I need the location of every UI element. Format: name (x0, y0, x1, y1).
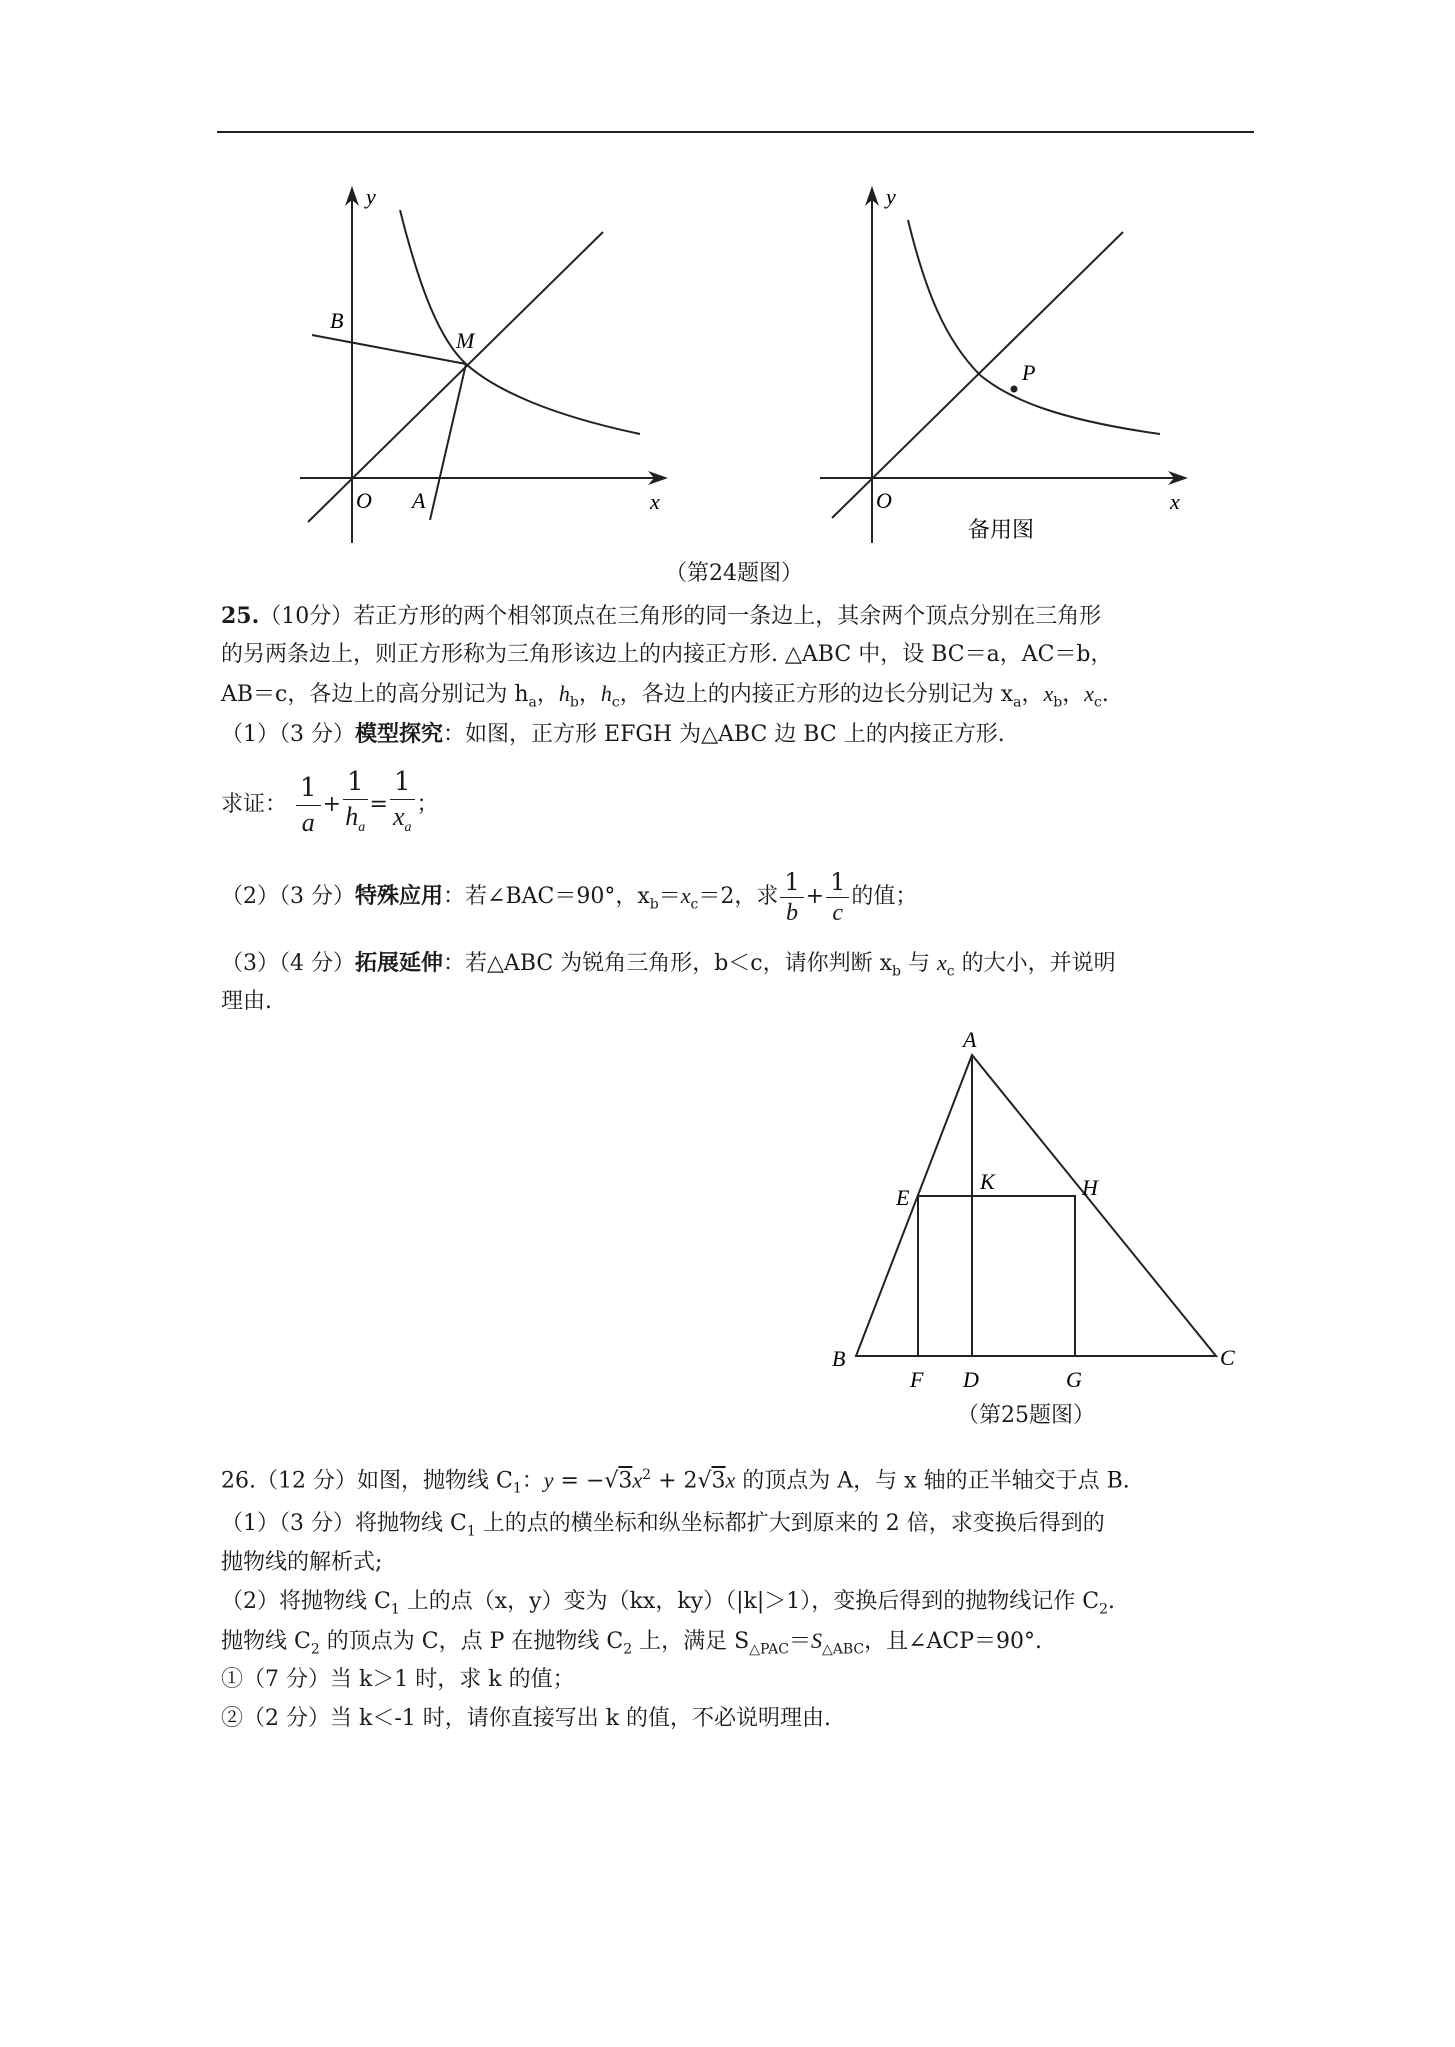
q25-p1-bold: 模型探究 (355, 721, 444, 747)
q25-part3: （3）（4 分）拓展延伸：若△ABC 为锐角三角形，b＜c，请你判断 $x_b$ 与 $x_c$ 的大小，并说明 (221, 950, 1116, 980)
q25-p1-text: ：如图，正方形 EFGH 为△ABC 边 BC 上的内接正方形. (443, 722, 1005, 747)
q25-p1-head: （1）（3 分） (221, 722, 355, 747)
q25-line1 (221, 601, 1101, 632)
q25-p3-bold: 拓展延伸 (355, 950, 444, 976)
fig25-caption: （第25题图） (957, 1403, 1095, 1428)
header-rule (217, 131, 1254, 133)
frac-1-over-c: $\frac{1}{c}$ (826, 867, 849, 928)
fig25-f: F (910, 1367, 924, 1392)
fig25-b: B (832, 1346, 846, 1371)
fig24-left-m: M (456, 328, 475, 353)
q25-p3-l2: 理由. (221, 989, 272, 1014)
q26-s2: ②（2 分）当 k＜-1 时，请你直接写出 k 的值，不必说明理由. (221, 1706, 832, 1731)
q26-p2: （2）将抛物线 C (221, 1589, 391, 1614)
q25-prove-line: 求证： $\frac{1}{a}$ + $\frac{1}{h_a}$ = $\frac{1}{x_a}$ ； (221, 765, 439, 845)
fig24-left-a: A (412, 488, 426, 513)
q25-line3: AB＝c，各边上的高分别记为 $h_a$，$h_b$，$h_c$，各边上的内接正方形的边长分别记为 $x_a$，$x_b$，$x_c$. (221, 681, 1109, 711)
fig24-right-y: y (886, 184, 896, 209)
q26-p2b: 上的点（x，y）变为（kx，ky）（|k|＞1），变换后得到的抛物线记作 C (406, 1589, 1100, 1614)
q26-part1: （1）（3 分）将抛物线 $C_1$ 上的点的横坐标和纵坐标都扩大到原来的 2 倍，求变换后得到的 (221, 1511, 1105, 1540)
fig24-left-o: O (356, 488, 372, 513)
fig25-e: E (896, 1185, 910, 1210)
q25-p2-head: （2）（3 分） (221, 884, 355, 909)
q25-p3-tail: 的大小，并说明 (961, 951, 1116, 976)
q25-p3-head: （3）（4 分） (221, 951, 355, 976)
fig24-left-y: y (366, 184, 376, 209)
q26-number: 26. (221, 1468, 256, 1494)
q26-p1-l2: 抛物线的解析式; (221, 1550, 383, 1575)
q26-p1: （1）（3 分）将抛物线 C (221, 1511, 467, 1536)
fig25-h: H (1082, 1175, 1098, 1200)
frac-1-over-ha: $\frac{1}{h_a}$ (343, 765, 368, 845)
fig25-k: K (980, 1169, 995, 1194)
q25-part1 (221, 719, 1005, 750)
q26-line1: 26.（12 分）如图，抛物线 $C_1$：$y = -√3x^2 + 2√3x$ 的顶点为 A，与 x 轴的正半轴交于点 B. (221, 1467, 1130, 1497)
fig25 (820, 1025, 1260, 1405)
q25-intro-l3: AB＝c，各边上的高分别记为 h (221, 682, 529, 707)
parabola-equation: y (543, 1467, 554, 1493)
q26-p1b: 上的点的横坐标和纵坐标都扩大到原来的 2 倍，求变换后得到的 (482, 1511, 1105, 1536)
q25-intro-l3b: ，各边上的内接正方形的边长分别记为 x (619, 682, 1014, 707)
q25-prove: 求证： (221, 792, 288, 818)
q26-p2-l2b: 的顶点为 C，点 P 在抛物线 C (326, 1629, 624, 1654)
q25-p2-bold: 特殊应用 (355, 883, 444, 909)
q26-vertex-text: 的顶点为 A，与 x 轴的正半轴交于点 B. (742, 1468, 1130, 1494)
q26-intro: 如图，抛物线 C (357, 1468, 513, 1494)
point-p-dot (1011, 386, 1018, 393)
q26-p2-l2a: 抛物线 C (221, 1629, 311, 1654)
q26-p2-l2c: 上，满足 S (639, 1629, 750, 1654)
q25-p3-text: ：若△ABC 为锐角三角形，b＜c，请你判断 x (443, 951, 893, 976)
fig24-right (810, 180, 1210, 550)
q25-number: 25. (221, 603, 260, 629)
q25-part2: （2）（3 分）特殊应用：若∠BAC＝90°，$x_b=x_c=2$，求 $\frac{1}{b}$ + $\frac{1}{c}$ 的值； (221, 867, 918, 926)
frac-1-over-a: $\frac{1}{a}$ (296, 771, 321, 840)
q25-intro-l1: 若正方形的两个相邻顶点在三角形的同一条边上，其余两个顶点分别在三角形 (353, 604, 1102, 629)
frac-1-over-xa: $\frac{1}{x_a}$ (390, 765, 415, 845)
q26-p2-l2d: ，且∠ACP＝90°. (864, 1629, 1043, 1654)
fig24-left-x: x (650, 489, 660, 514)
q26-s1: ①（7 分）当 k＞1 时，求 k 的值； (221, 1667, 575, 1692)
q25-intro-l2: 的另两条边上，则正方形称为三角形该边上的内接正方形. △ABC 中，设 BC＝a，AC＝b， (221, 642, 1113, 667)
q26-part2-l2: 抛物线 $C_2$ 的顶点为 C，点 P 在抛物线 $C_2$ 上，满足 $S_{\triangle PAC}=S_{\triangle ABC}$，且∠ACP＝90°. (221, 1628, 1043, 1658)
q26-score: （12 分） (256, 1468, 357, 1494)
q25-score: （10分） (259, 604, 354, 629)
fig24-caption: （第24题图） (665, 561, 803, 586)
q25-p2-tail: 的值； (851, 884, 918, 909)
fig24-right-x: x (1170, 489, 1180, 514)
fig24-left-b: B (330, 308, 344, 333)
frac-1-over-b: $\frac{1}{b}$ (780, 867, 803, 928)
fig25-c: C (1220, 1345, 1235, 1370)
q25-p2-text: ：若∠BAC＝90°，x (443, 884, 650, 909)
fig25-d: D (963, 1367, 979, 1392)
fig24-left (290, 180, 690, 550)
fig25-g: G (1066, 1367, 1082, 1392)
fig24-right-p: P (1022, 360, 1036, 385)
fig25-a: A (963, 1027, 977, 1052)
fig24-right-o: O (876, 488, 892, 513)
q26-part2: （2）将抛物线 $C_1$ 上的点（x，y）变为（kx，ky）（|k|＞1），变换后得到的抛物线记作 $C_2$. (221, 1589, 1115, 1618)
fig24-spare-caption: 备用图 (968, 517, 1035, 542)
